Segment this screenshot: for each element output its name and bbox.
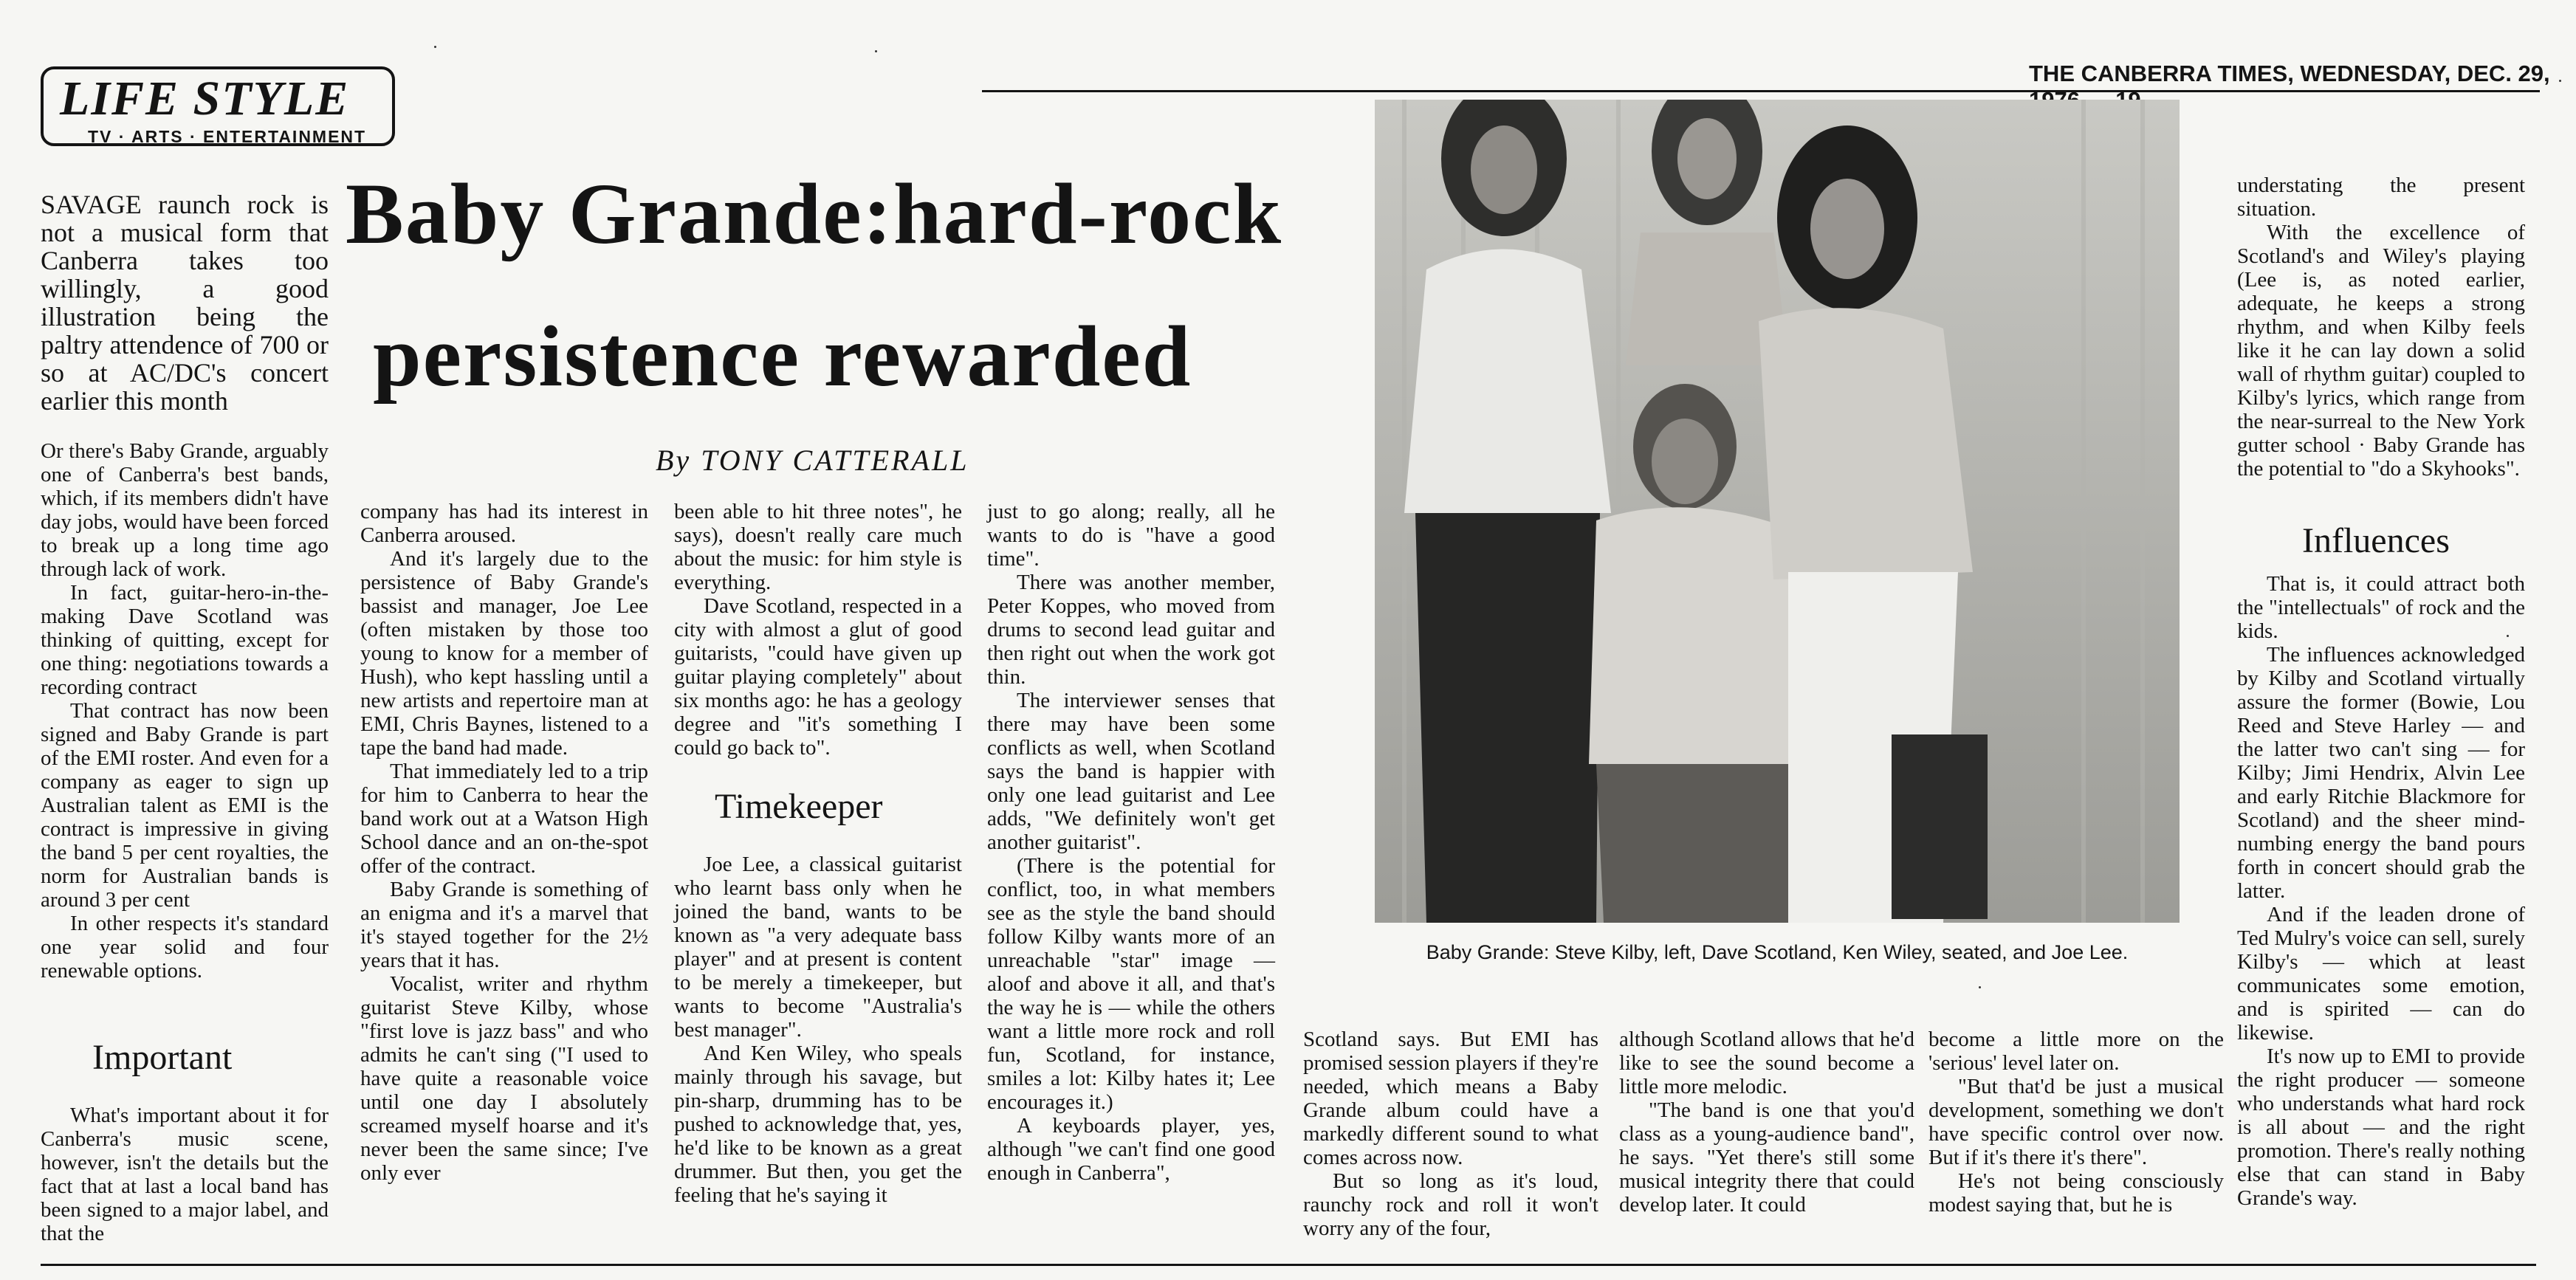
- paragraph: In fact, guitar-hero-in-the-making Dave Scotland was thinking of quitting, except for one thing: negotiations towards a recording contract: [41, 581, 329, 699]
- paragraph: And if the leaden drone of Ted Mulry's voice can sell, surely Kilby's — which at least communicates some emotion, and is spirited — can do likewise.: [2237, 903, 2525, 1045]
- print-speck: [2507, 635, 2509, 637]
- section-title: LIFE STYLE: [60, 72, 350, 125]
- print-speck: [1979, 986, 1981, 988]
- subhead-timekeeper: Timekeeper: [715, 787, 883, 826]
- article-column-6: [1619, 1028, 1914, 1217]
- paragraph: And Ken Wiley, who speals mainly through his savage, but pin-sharp, drumming has to be pushed to acknowledge that, yes, he'd like to be known as a great drummer. But then, you get the feeling that he's saying it: [674, 1042, 962, 1207]
- paragraph: Vocalist, writer and rhythm guitarist Steve Kilby, whose "first love is jazz bass" and who admits he can't sing ("I used to have quite a reasonable voice until one day I absolutely screamed myself hoarse and it's never been the same since; I've only ever: [360, 972, 648, 1185]
- paragraph: He's not being consciously modest saying that, but he is: [1928, 1169, 2224, 1217]
- paragraph: The interviewer senses that there may have been some conflicts as well, when Scotland says the band is happier with only one lead guitarist and Lee adds, "We definitely won't get another guitarist".: [987, 689, 1275, 854]
- paragraph: Baby Grande is something of an enigma and it's a marvel that it's stayed together for the 2½ years that it has.: [360, 878, 648, 972]
- paragraph: It's now up to EMI to provide the right producer — someone who understands what hard rock is all about — and the right promotion. There's really nothing else that can stand in Baby Grande's way.: [2237, 1045, 2525, 1210]
- byline: By TONY CATTERALL: [656, 444, 969, 477]
- band-photo: [1375, 100, 2180, 923]
- paragraph: (There is the potential for conflict, too, in what members see as the style the band should follow Kilby wants more of an unreachable "star" image — aloof and above it all, and that's the way he is — while the others want a little more rock and roll fun, Scotland, for instance, smiles a lot: Kilby hates it; Lee encourages it.): [987, 854, 1275, 1114]
- paragraph: With the excellence of Scotland's and Wiley's playing (Lee is, as noted earlier, adequate, he keeps a strong rhythm, and when Kilby feels like it he can lay down a solid wall of rhythm guitar) coupled to Kilby's lyrics, which range from the near-surreal to the New York gutter school · Baby Grande has the potential to "do a Skyhooks".: [2237, 221, 2525, 481]
- subhead-influences: Influences: [2302, 521, 2450, 560]
- article-column-3: [674, 500, 962, 760]
- article-column-1-continued: [41, 1104, 329, 1245]
- print-speck: [2559, 80, 2561, 82]
- article-column-2: [360, 500, 648, 1185]
- paragraph: Joe Lee, a classical guitarist who learnt bass only when he joined the band, wants to be known as "a very adequate bass player" and at present is content to be merely a timekeeper, but wants to become "Australia's best manager".: [674, 853, 962, 1042]
- paragraph: But so long as it's loud, raunchy rock and roll it won't worry any of the four,: [1303, 1169, 1598, 1240]
- band-photo-image: [1375, 100, 2180, 923]
- paragraph: "But that'd be just a musical development, something we don't have specific control over now. But if it's there it's there".: [1928, 1075, 2224, 1169]
- paragraph: Or there's Baby Grande, arguably one of Canberra's best bands, which, if its members didn't have day jobs, would have been forced to break up a long time ago through lack of work.: [41, 439, 329, 581]
- article-column-4: [987, 500, 1275, 1185]
- footer-rule: [41, 1264, 2536, 1266]
- paragraph: That is, it could attract both the "intellectuals" of rock and the kids.: [2237, 572, 2525, 643]
- article-column-1: [41, 439, 329, 983]
- paragraph: Scotland says. But EMI has promised session players if they're needed, which means a Baby Grande album could have a markedly different sound to what comes across now.: [1303, 1028, 1598, 1169]
- paragraph: been able to hit three notes", he says), doesn't really care much about the music: for him style is everything.: [674, 500, 962, 594]
- paragraph: A keyboards player, yes, although "we can't find one good enough in Canberra",: [987, 1114, 1275, 1185]
- article-column-5: [1303, 1028, 1598, 1240]
- paragraph: "The band is one that you'd class as a young-audience band", he says. "Yet there's still some musical integrity there that could develop later. It could: [1619, 1098, 1914, 1217]
- paragraph: That immediately led to a trip for him to Canberra to hear the band work out at a Watson High School dance and an on-the-spot offer of the contract.: [360, 760, 648, 878]
- article-column-7: [1928, 1028, 2224, 1217]
- article-column-8-continued: [2237, 572, 2525, 1210]
- article-column-8: [2237, 173, 2525, 481]
- headline-line-1: Baby Grande:hard-rock: [346, 165, 1283, 262]
- page-folio: THE CANBERRA TIMES, WEDNESDAY, DEC. 29,: [2029, 61, 2550, 86]
- headline-line-2: persistence rewarded: [373, 308, 1192, 405]
- print-speck: [875, 50, 877, 52]
- header-rule: [982, 90, 2540, 92]
- paragraph: understating the present situation.: [2237, 173, 2525, 221]
- paragraph: just to go along; really, all he wants to do is "have a good time".: [987, 500, 1275, 571]
- article-column-3-continued: [674, 853, 962, 1207]
- subhead-important: Important: [92, 1038, 233, 1077]
- paragraph: Dave Scotland, respected in a city with almost a glut of good guitarists, "could have given up guitar playing completely" about six months ago: he has a geology degree and "it's something I could go back to".: [674, 594, 962, 760]
- paragraph: The influences acknowledged by Kilby and Scotland virtually assure the former (Bowie, Lou Reed and Steve Harley — and the latter two can't sing — for Kilby; Jimi Hendrix, Alvin Lee and early Ritchie Blackmore for Scotland) and the sheer mind-numbing energy the band pours forth in concert should grab the latter.: [2237, 643, 2525, 903]
- photo-caption: Baby Grande: Steve Kilby, left, Dave Scotland, Ken Wiley, seated, and Joe Lee.: [1426, 941, 2129, 963]
- paragraph: What's important about it for Canberra's music scene, however, isn't the details but the fact that at last a local band has been signed to a major label, and that the: [41, 1104, 329, 1245]
- paragraph: company has had its interest in Canberra aroused.: [360, 500, 648, 547]
- paragraph: become a little more on the 'serious' level later on.: [1928, 1028, 2224, 1075]
- paragraph: There was another member, Peter Koppes, who moved from drums to second lead guitar and then right out when the work got thin.: [987, 571, 1275, 689]
- lead-paragraph: [41, 190, 329, 415]
- paragraph: although Scotland allows that he'd like to see the sound become a little more melodic.: [1619, 1028, 1914, 1098]
- paragraph: And it's largely due to the persistence of Baby Grande's bassist and manager, Joe Lee (often mistaken by those too young to know for a member of Hush), who kept hassling until a new artists and repertoire man at EMI, Chris Baynes, listened to a tape the band had made.: [360, 547, 648, 760]
- paragraph: That contract has now been signed and Baby Grande is part of the EMI roster. And even for a company as eager to sign up Australian talent as EMI is the contract is impressive in giving the band 5 per cent royalties, the norm for Australian bands is around 3 per cent: [41, 699, 329, 912]
- section-logo: [41, 66, 395, 146]
- section-subtitle: TV · ARTS · ENTERTAINMENT: [88, 127, 367, 146]
- print-speck: [434, 46, 436, 48]
- lead-text: SAVAGE raunch rock is not a musical form that Canberra takes too willingly, a good illustration being the paltry attendence of 700 or so at AC/DC's concert earlier this month: [41, 190, 329, 416]
- paragraph: In other respects it's standard one year solid and four renewable options.: [41, 912, 329, 983]
